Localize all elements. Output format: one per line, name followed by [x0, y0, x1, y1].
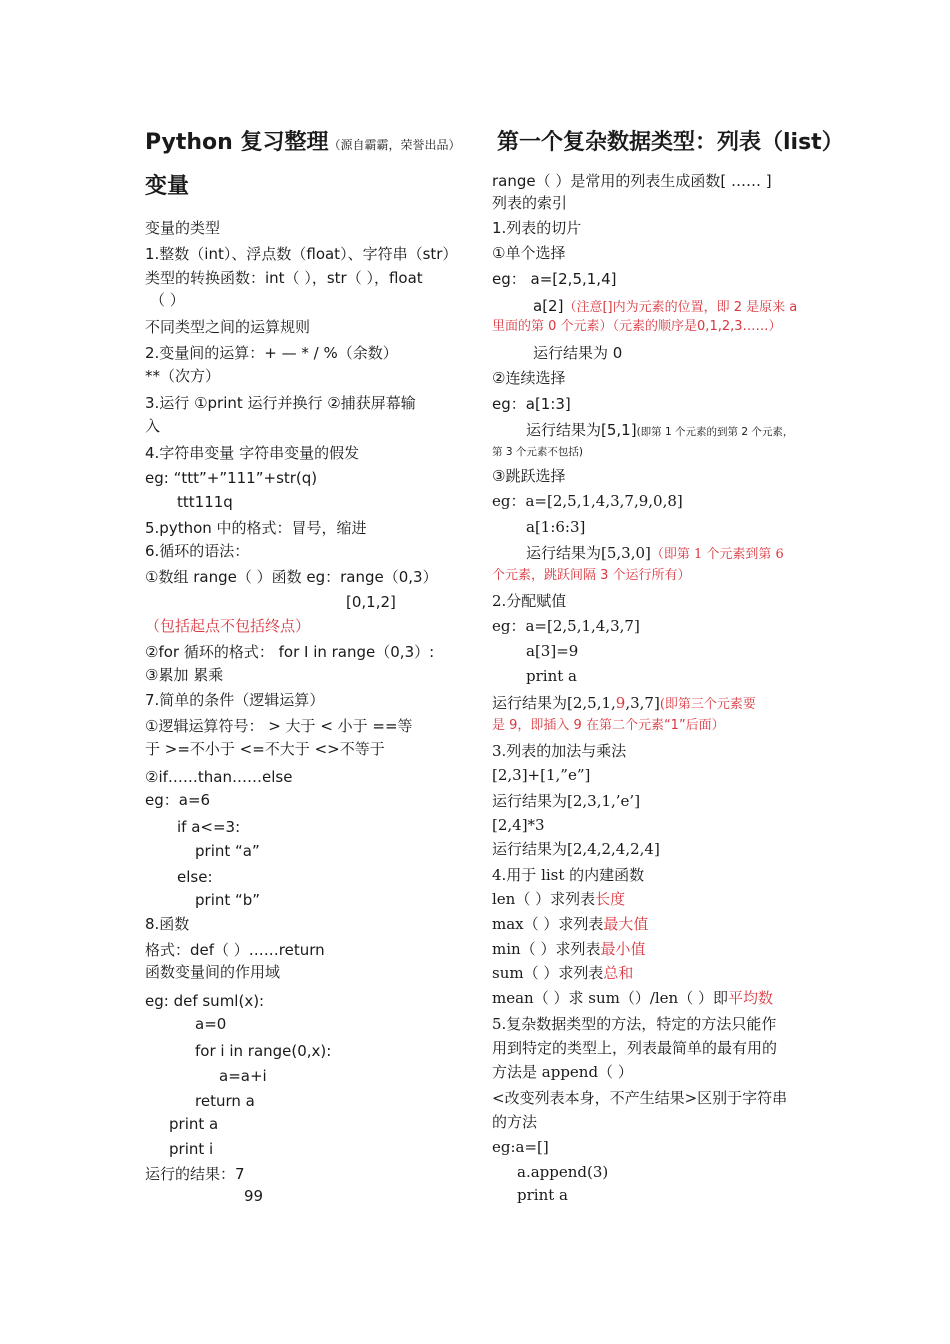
- text-line: 变量的类型: [145, 219, 221, 237]
- code-line: print a: [526, 667, 577, 685]
- text-line: 1.列表的切片: [492, 219, 582, 237]
- code-line: eg：a=6: [145, 791, 211, 809]
- code-line: eg：a=[2,5,1,4,3,7,9,0,8]: [492, 492, 683, 510]
- builtin-text: sum（ ）求列表: [492, 964, 604, 982]
- red-note: （即第 1 个元素到第 6: [650, 547, 784, 562]
- code-line: eg: def suml(x):: [145, 992, 265, 1010]
- red-value: 9: [615, 694, 626, 712]
- code-line: eg： a=[2,5,1,4]: [492, 270, 617, 288]
- text-line: 99: [244, 1187, 264, 1205]
- code-line: print “a”: [195, 842, 260, 860]
- small-note: (即第 1 个元素的到第 2 个元素，: [636, 426, 794, 438]
- red-term: 长度: [595, 890, 626, 908]
- text-line: 类型的转换函数：int（ ），str（ ），float: [145, 269, 423, 287]
- red-term: 总和: [603, 964, 634, 982]
- result-text: 运行结果为[5,3,0]: [526, 544, 651, 562]
- code-line: [2,4]*3: [492, 816, 545, 834]
- text-line: 函数变量间的作用域: [145, 963, 281, 981]
- text-line: 1.整数（int）、浮点数（float）、字符串（str）: [145, 245, 458, 263]
- text-line: 5.复杂数据类型的方法，特定的方法只能作: [492, 1015, 777, 1033]
- result-line: 运行结果为[2,4,2,4,2,4]: [492, 840, 660, 858]
- text-line: 3.运行 ①print 运行并换行 ②捕获屏幕输: [145, 394, 416, 412]
- builtin-text: min（ ）求列表: [492, 940, 601, 958]
- red-term: 最小值: [600, 940, 646, 958]
- text-line: 运行的结果：7: [145, 1165, 245, 1183]
- note-line: 个元素，跳跃间隔 3 个运行所有）: [492, 568, 691, 583]
- builtin-line: [492, 988, 773, 1008]
- code-line: a[3]=9: [526, 642, 579, 660]
- text-line: 7.简单的条件（逻辑运算）: [145, 691, 325, 709]
- text-line: ③跳跃选择: [492, 467, 566, 485]
- text-line: 5.python 中的格式：冒号，缩进: [145, 519, 367, 537]
- builtin-line: [492, 889, 625, 909]
- red-note: (即第三个元素要: [659, 697, 756, 712]
- code-line: [2,3]+[1,”e”]: [492, 766, 591, 784]
- text-line: 方法是 append（ ）: [492, 1063, 633, 1081]
- code-line: eg:a=[]: [492, 1138, 549, 1156]
- page-title: [145, 128, 461, 160]
- text-line: 列表的索引: [492, 194, 568, 212]
- builtin-line: [492, 914, 648, 934]
- code-line: ttt111q: [177, 493, 233, 511]
- result-line: [526, 420, 793, 442]
- text-line: **（次方）: [145, 367, 221, 385]
- code-line: [0,1,2]: [346, 593, 396, 611]
- text-line: 用到特定的类型上，列表最简单的最有用的: [492, 1039, 778, 1057]
- text-line: ①逻辑运算符号： > 大于 < 小于 ==等: [145, 717, 413, 735]
- text-line: 4.用于 list 的内建函数: [492, 866, 645, 884]
- code-line: return a: [195, 1092, 255, 1110]
- result-text: ,3,7]: [625, 694, 660, 712]
- text-line: ②连续选择: [492, 369, 566, 387]
- code-line: if a<=3:: [177, 818, 241, 836]
- text-line: ③累加 累乘: [145, 666, 224, 684]
- text-line: 于 >=不小于 <=不大于 <>不等于: [145, 740, 385, 758]
- text-line: ①数组 range（ ）函数 eg：range（0,3）: [145, 568, 438, 586]
- result-line: 运行结果为[2,3,1,’e’]: [492, 792, 641, 810]
- code-line: a=0: [195, 1015, 227, 1033]
- code-line: for i in range(0,x):: [195, 1042, 332, 1060]
- text-line: 格式：def（ ）……return: [145, 941, 325, 959]
- text-line: 8.函数: [145, 915, 190, 933]
- text-line: range（ ）是常用的列表生成函数[ …… ]: [492, 172, 772, 190]
- note-line: 里面的第 0 个元素）（元素的顺序是0,1,2,3……）: [492, 319, 782, 334]
- text-line: 的方法: [492, 1113, 538, 1131]
- red-term: 平均数: [727, 989, 773, 1007]
- list-section-title: 第一个复杂数据类型：列表（list）: [497, 130, 844, 155]
- text-line: <改变列表本身，不产生结果>区别于字符串: [492, 1089, 788, 1107]
- code-line: eg: “ttt”+”111”+str(q): [145, 469, 318, 487]
- text-line: 3.列表的加法与乘法: [492, 742, 627, 760]
- code-line: a=a+i: [219, 1067, 267, 1085]
- text-line: 入: [145, 417, 161, 435]
- text-line: 不同类型之间的运算规则: [145, 318, 311, 336]
- title-text: Python 复习整理: [145, 130, 329, 155]
- result-line: [526, 543, 784, 565]
- code-line: print i: [169, 1140, 214, 1158]
- section-heading-variables: 变量: [145, 174, 190, 199]
- note-line: [533, 296, 797, 318]
- code-line: print “b”: [195, 891, 261, 909]
- code-line: else:: [177, 868, 213, 886]
- note-line: （包括起点不包括终点）: [145, 617, 311, 635]
- red-note: （注意[]内为元素的位置，即 2 是原来 a: [563, 300, 798, 315]
- code-text: a[2]: [533, 297, 564, 315]
- text-line: 6.循环的语法：: [145, 542, 250, 560]
- red-term: 最大值: [603, 915, 649, 933]
- result-line: [492, 693, 756, 715]
- code-line: eg：a=[2,5,1,4,3,7]: [492, 617, 640, 635]
- text-line: ②if……than……else: [145, 768, 293, 786]
- text-line: 4.字符串变量 字符串变量的假发: [145, 444, 360, 462]
- result-text: 运行结果为[5,1]: [526, 421, 637, 439]
- note-line: 是 9，即插入 9 在第二个元素“1”后面）: [492, 718, 725, 733]
- builtin-line: [492, 939, 645, 959]
- text-line: 运行结果为 0: [533, 344, 623, 362]
- code-line: a.append(3): [517, 1163, 609, 1181]
- code-line: eg：a[1:3]: [492, 395, 571, 413]
- code-line: print a: [169, 1115, 219, 1133]
- title-note: （源自霸霸，荣誉出品）: [328, 138, 461, 152]
- text-line: （ ）: [150, 291, 185, 309]
- builtin-text: max（ ）求列表: [492, 915, 604, 933]
- small-note: 第 3 个元素不包括): [492, 446, 583, 458]
- code-line: print a: [517, 1186, 568, 1204]
- builtin-line: [492, 963, 633, 983]
- text-line: ②for 循环的格式： for I in range（0,3）:: [145, 643, 435, 661]
- text-line: 2.变量间的运算：+ — * / %（余数）: [145, 344, 398, 362]
- text-line: 2.分配赋值: [492, 592, 567, 610]
- code-line: a[1:6:3]: [526, 518, 586, 536]
- text-line: ①单个选择: [492, 244, 566, 262]
- builtin-text: mean（ ）求 sum（）/len（ ）即: [492, 989, 728, 1007]
- result-text: 运行结果为[2,5,1,: [492, 694, 616, 712]
- builtin-text: len（ ）求列表: [492, 890, 596, 908]
